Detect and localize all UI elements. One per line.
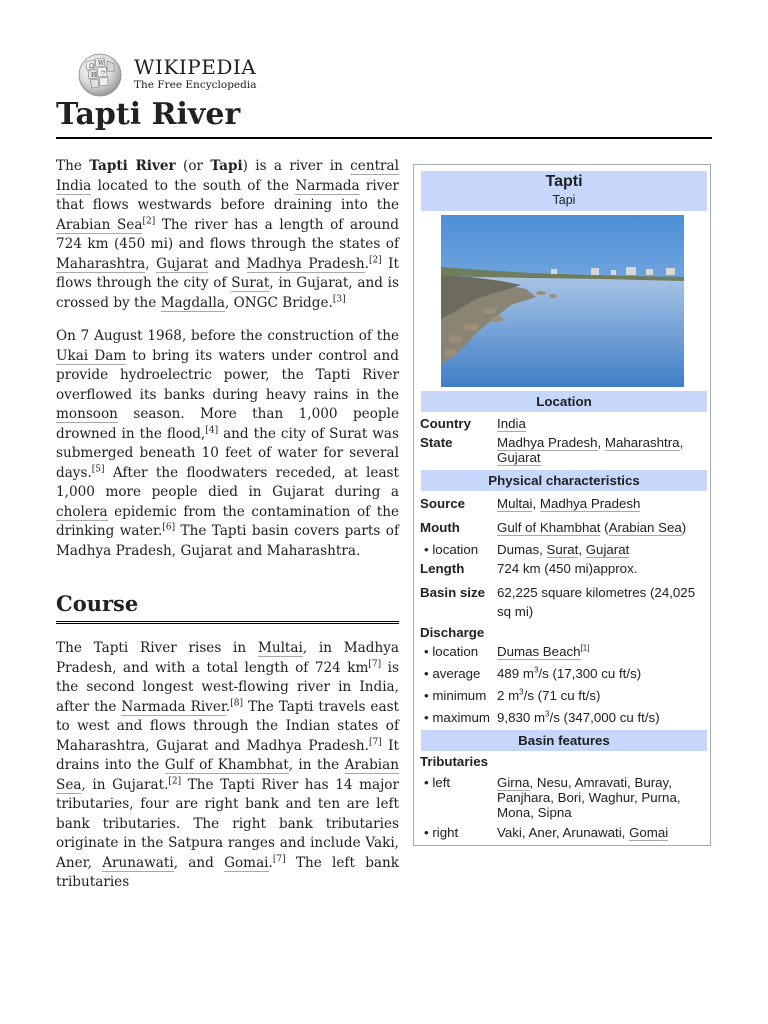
link-central-india[interactable]: central India xyxy=(56,158,399,194)
link-madhya-pradesh[interactable]: Madhya Pradesh xyxy=(246,255,365,272)
svg-text:Ω: Ω xyxy=(89,63,94,70)
tagline: The Free Encyclopedia xyxy=(134,79,257,91)
citation-8[interactable]: [8] xyxy=(230,697,243,708)
link-surat[interactable]: Surat xyxy=(546,542,579,557)
link-girna[interactable]: Girna xyxy=(497,775,530,790)
section-heading-course: Course xyxy=(56,591,399,624)
link-ukai-dam[interactable]: Ukai Dam xyxy=(56,347,127,364)
link-arunawati[interactable]: Arunawati xyxy=(102,854,174,871)
svg-text:W: W xyxy=(98,60,105,67)
river-photo[interactable] xyxy=(441,215,684,387)
title-divider xyxy=(56,137,712,139)
article-body xyxy=(56,157,399,907)
infobox-section-physical: Physical characteristics xyxy=(421,470,707,491)
citation-2[interactable]: [2] xyxy=(168,775,182,786)
infobox-section-location: Location xyxy=(421,391,707,412)
link-maharashtra[interactable]: Maharashtra xyxy=(56,255,146,272)
link-gulf-of-khambhat[interactable]: Gulf of Khambhat xyxy=(497,520,601,535)
infobox-subtitle: Tapi xyxy=(552,193,576,207)
infobox-title: Tapti xyxy=(545,173,583,190)
link-gomai[interactable]: Gomai xyxy=(224,854,269,871)
wordmark-text: WIKIPEDIA xyxy=(134,55,257,79)
link-monsoon[interactable]: monsoon xyxy=(56,406,118,422)
citation-7[interactable]: [7] xyxy=(368,658,382,669)
paragraph-flood: On 7 August 1968, before the construction of the Ukai Dam to bring its waters under control and provide hydroelectric power, the Tapti River overflowed its banks during heavy rains in the monsoon season. More than 1,000 people drowned in the flood,[4] and the city of Surat was submerged beneath 10 feet of water for several days.[5] After the floodwaters receded, at least 1,000 more people died in Gujarat during a cholera epidemic from the contamination of the drinking water.[6] The Tapti basin covers parts of Madhya Pradesh, Gujarat and Maharashtra. xyxy=(56,328,400,559)
link-madhya-pradesh[interactable]: Madhya Pradesh xyxy=(497,435,598,450)
link-dumas-beach[interactable]: Dumas Beach xyxy=(497,644,581,659)
citation-6[interactable]: [6] xyxy=(162,522,176,533)
link-india[interactable]: India xyxy=(497,416,526,431)
link-multai[interactable]: Multai xyxy=(497,496,533,511)
link-gujarat[interactable]: Gujarat xyxy=(497,450,541,465)
link-narmada[interactable]: Narmada xyxy=(295,177,360,194)
infobox-header xyxy=(421,171,707,211)
link-magdalla[interactable]: Magdalla xyxy=(160,294,225,311)
link-arabian-sea[interactable]: Arabian Sea xyxy=(56,757,400,793)
wikipedia-globe-logo[interactable] xyxy=(74,52,126,98)
link-gulf-of-khambhat[interactable]: Gulf of Khambhat xyxy=(164,757,289,773)
infobox: Tapti Tapi Location Country India State Madhya Pradesh, Maharashtra, Gujarat Physical characteristics Source Multai, Madhya Pradesh Mouth Gulf of Khambhat (Arabian Sea) • location Dumas, Surat, Gujarat Length 724 km (450 mi)approx. Basin size 62,225 square kilometres (24,025 sq mi) Discharge • location Dumas Beach[1] • average 489 $m^3/s$ (17,300 cu ft/s) • minimum 2 $m^3/s$ (71 cu ft/s) • maximum 9,830 $m^3/s$ (347,000 cu ft/s) Basin features Tributaries • left Girna, Nesu, Amravati, Buray, Panjhara, Bori, Waghur, Purna, Mona, Sipna • right Vaki, Aner, Arunawati, Gomai xyxy=(413,164,711,846)
link-multai[interactable]: Multai xyxy=(257,640,303,656)
citation-4[interactable]: [4] xyxy=(205,424,219,435)
link-gujarat[interactable]: Gujarat xyxy=(156,255,209,272)
link-arabian-sea[interactable]: Arabian Sea xyxy=(56,216,143,233)
citation-2[interactable]: [2] xyxy=(368,254,382,265)
citation-1[interactable]: [1] xyxy=(580,643,590,653)
paragraph-course: The Tapti River rises in Multai, in Madhya Pradesh, and with a total length of 724 km[7] is the second longest west-flowing river in India, after the Narmada River.[8] The Tapti travels east to west and flows through the Indian states of Maharashtra, Gujarat and Madhya Pradesh.[7] It drains into the Gulf of Khambhat, in the Arabian Sea, in Gujarat.[2] The Tapti River has 14 major tributaries, four are right bank and ten are left bank tributaries. The right bank tributaries originate in the Satpura ranges and include Vaki, Aner, Arunawati, and Gomai.[7] The left bank tributaries xyxy=(56,640,400,890)
citation-7[interactable]: [7] xyxy=(368,736,382,747)
link-surat[interactable]: Surat xyxy=(231,275,270,291)
link-madhya-pradesh[interactable]: Madhya Pradesh xyxy=(539,496,641,511)
svg-text:ウ: ウ xyxy=(100,70,107,77)
link-gujarat[interactable]: Gujarat xyxy=(585,542,630,557)
paragraph-intro: The Tapti River (or Tapi) is a river in central India located to the south of the Narmada river that flows westwards before draining into the Arabian Sea[2] The river has a length of around 724 km (450 mi) and flows through the states of Maharashtra, Gujarat and Madhya Pradesh.[2] It flows through the city of Surat, in Gujarat, and is crossed by the Magdalla, ONGC Bridge.[3] xyxy=(56,158,400,311)
infobox-section-basin: Basin features xyxy=(421,730,707,751)
link-cholera[interactable]: cholera xyxy=(56,503,108,520)
link-maharashtra[interactable]: Maharashtra xyxy=(604,435,680,450)
link-arabian-sea[interactable]: Arabian Sea xyxy=(608,520,682,535)
citation-3[interactable]: [3] xyxy=(332,293,346,304)
link-gomai[interactable]: Gomai xyxy=(629,825,669,840)
citation-7[interactable]: [7] xyxy=(272,853,286,864)
svg-text:И: И xyxy=(91,72,97,79)
page-title: Tapti River xyxy=(56,97,241,132)
citation-5[interactable]: [5] xyxy=(91,463,105,474)
citation-2[interactable]: [2] xyxy=(142,215,156,226)
wikipedia-wordmark[interactable] xyxy=(134,56,256,91)
link-narmada-river[interactable]: Narmada River xyxy=(121,698,226,715)
